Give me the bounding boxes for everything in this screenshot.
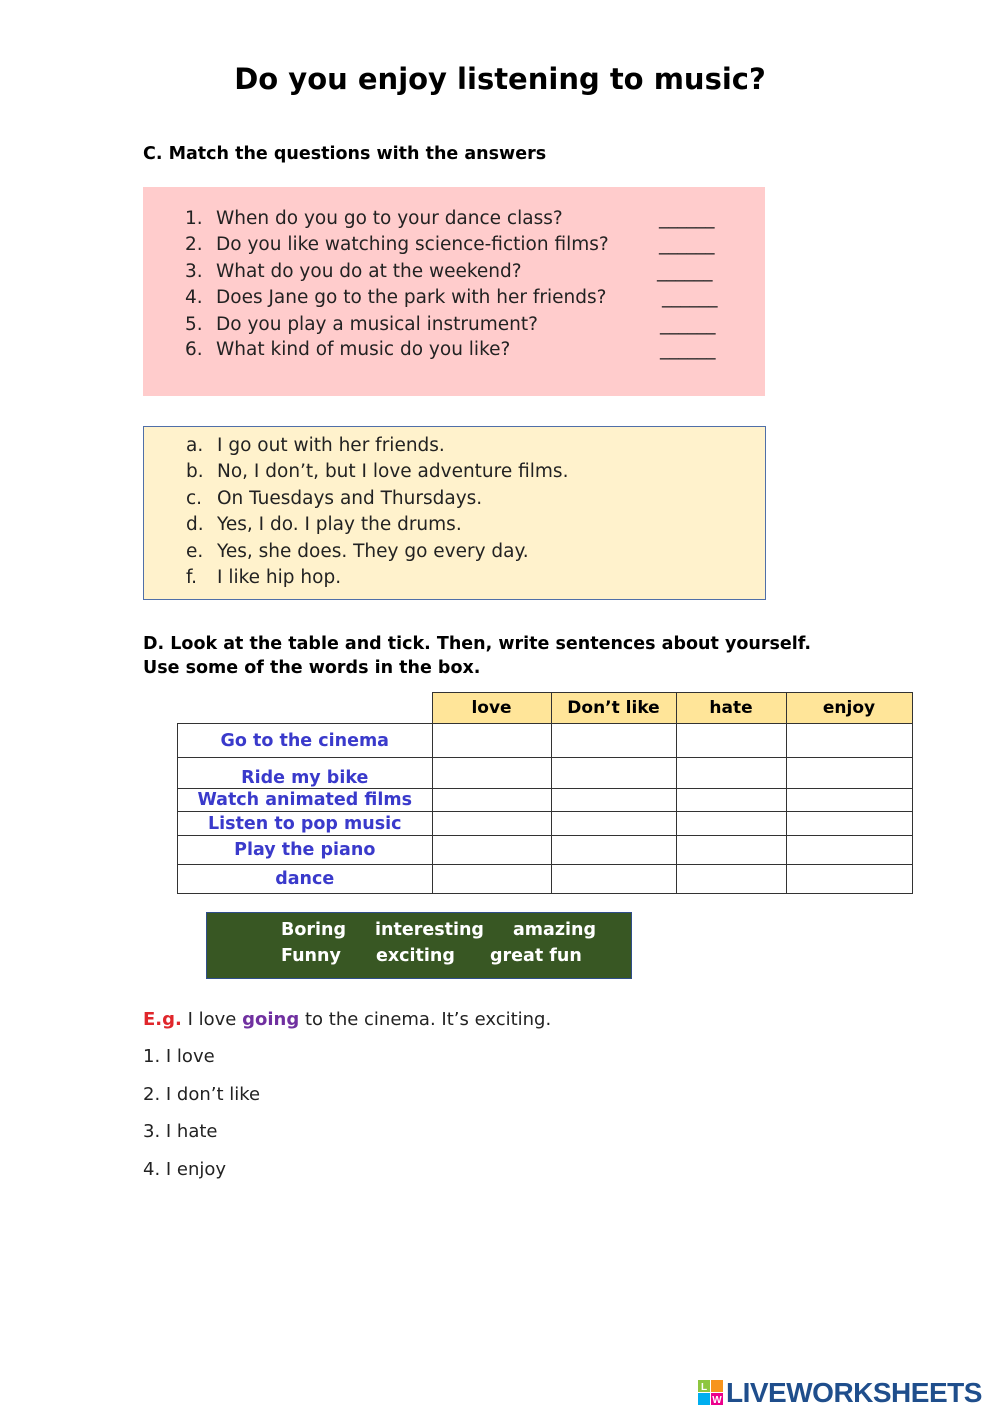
answer-item <box>186 460 568 484</box>
example-text-after: to the cinema. It’s exciting. <box>304 1009 552 1030</box>
questions-box <box>143 187 765 396</box>
logo-icon-letter: L <box>700 1382 708 1393</box>
answer-letter: e. <box>186 541 204 562</box>
example-text-before: I love <box>187 1009 237 1030</box>
answer-item <box>186 540 529 564</box>
tick-cell[interactable] <box>676 836 786 865</box>
question-text: Do you play a musical instrument? <box>216 314 538 335</box>
tick-cell[interactable] <box>551 789 676 812</box>
word-item: Boring <box>281 920 346 940</box>
question-item <box>185 338 510 362</box>
activity-label: Watch animated films <box>178 789 433 812</box>
word-row <box>281 920 596 940</box>
tick-cell[interactable] <box>786 724 912 758</box>
question-number: 1. <box>185 208 203 229</box>
page-title: Do you enjoy listening to music? <box>234 62 766 96</box>
question-number: 3. <box>185 261 203 282</box>
liveworksheets-logo-icon <box>698 1380 724 1406</box>
tick-cell[interactable] <box>676 789 786 812</box>
question-item <box>185 233 609 257</box>
answer-letter: f. <box>186 567 198 588</box>
section-d-heading-line2: Use some of the words in the box. <box>143 658 481 678</box>
answer-item <box>186 434 445 458</box>
question-item <box>185 313 538 337</box>
activity-label: Ride my bike <box>178 758 433 789</box>
tick-cell[interactable] <box>786 812 912 836</box>
tick-cell[interactable] <box>551 724 676 758</box>
column-header-dont-like: Don’t like <box>551 693 676 724</box>
tick-cell[interactable] <box>676 758 786 789</box>
example-sentence <box>143 1009 551 1030</box>
word-item: amazing <box>513 920 597 940</box>
tick-cell[interactable] <box>551 812 676 836</box>
answer-text: Yes, I do. I play the drums. <box>217 514 462 535</box>
answer-letter: a. <box>186 435 204 456</box>
answer-letter: b. <box>186 461 204 482</box>
question-text: What do you do at the weekend? <box>216 261 522 282</box>
question-number: 6. <box>185 339 203 360</box>
tick-cell[interactable] <box>676 724 786 758</box>
activity-label: Play the piano <box>178 836 433 865</box>
question-text: When do you go to your dance class? <box>216 208 563 229</box>
sentence-prompt-hate[interactable]: 3. I hate <box>143 1121 218 1142</box>
logo-text: LIVEWORKSHEETS <box>726 1377 982 1408</box>
tick-cell[interactable] <box>432 758 551 789</box>
table-row <box>178 724 913 758</box>
answer-blank[interactable]: ______ <box>660 314 716 335</box>
preference-table <box>177 692 913 894</box>
answer-blank[interactable]: ______ <box>662 287 718 308</box>
tick-cell[interactable] <box>551 865 676 894</box>
answer-text: I like hip hop. <box>217 567 342 588</box>
tick-cell[interactable] <box>432 789 551 812</box>
question-number: 4. <box>185 287 203 308</box>
table-row <box>178 758 913 789</box>
word-row <box>281 946 582 966</box>
activity-label: Go to the cinema <box>178 724 433 758</box>
question-text: What kind of music do you like? <box>216 339 511 360</box>
answer-blank[interactable]: ______ <box>659 234 715 255</box>
table-row <box>178 836 913 865</box>
tick-cell[interactable] <box>676 812 786 836</box>
question-text: Does Jane go to the park with her friends? <box>216 287 607 308</box>
tick-cell[interactable] <box>551 758 676 789</box>
example-verb: going <box>242 1009 300 1030</box>
tick-cell[interactable] <box>786 836 912 865</box>
answer-blank[interactable]: ______ <box>657 261 713 282</box>
question-number: 2. <box>185 234 203 255</box>
word-item: interesting <box>375 920 484 940</box>
column-header-hate: hate <box>676 693 786 724</box>
table-row <box>178 812 913 836</box>
activity-label: dance <box>178 865 433 894</box>
tick-cell[interactable] <box>786 758 912 789</box>
answer-blank[interactable]: ______ <box>659 208 715 229</box>
answer-text: Yes, she does. They go every day. <box>217 541 529 562</box>
liveworksheets-logo <box>698 1377 982 1409</box>
example-label: E.g. <box>143 1009 182 1030</box>
tick-cell[interactable] <box>551 836 676 865</box>
question-item <box>185 260 522 284</box>
answer-text: I go out with her friends. <box>217 435 445 456</box>
tick-cell[interactable] <box>432 724 551 758</box>
tick-cell[interactable] <box>786 789 912 812</box>
tick-cell[interactable] <box>432 836 551 865</box>
question-number: 5. <box>185 314 203 335</box>
column-header-love: love <box>432 693 551 724</box>
word-item: great fun <box>490 946 582 966</box>
table-row <box>178 865 913 894</box>
answer-letter: d. <box>186 514 204 535</box>
answer-text: On Tuesdays and Thursdays. <box>217 488 483 509</box>
tick-cell[interactable] <box>786 865 912 894</box>
section-c-heading: C. Match the questions with the answers <box>143 144 547 164</box>
sentence-prompt-dont-like[interactable]: 2. I don’t like <box>143 1084 261 1105</box>
tick-cell[interactable] <box>676 865 786 894</box>
tick-cell[interactable] <box>432 865 551 894</box>
logo-icon-letter: W <box>712 1395 722 1406</box>
sentence-prompt-enjoy[interactable]: 4. I enjoy <box>143 1159 227 1180</box>
answer-item <box>186 513 462 537</box>
answer-item <box>186 487 482 511</box>
sentence-prompt-love[interactable]: 1. I love <box>143 1046 215 1067</box>
activity-label: Listen to pop music <box>178 812 433 836</box>
table-corner <box>178 693 433 724</box>
answer-item <box>186 566 341 590</box>
answer-letter: c. <box>186 488 203 509</box>
question-item <box>185 286 606 310</box>
column-header-enjoy: enjoy <box>786 693 912 724</box>
word-item: exciting <box>376 946 455 966</box>
tick-cell[interactable] <box>432 812 551 836</box>
table-row <box>178 789 913 812</box>
word-box <box>206 912 632 979</box>
question-text: Do you like watching science-fiction films? <box>216 234 609 255</box>
answer-text: No, I don’t, but I love adventure films. <box>217 461 569 482</box>
answer-blank[interactable]: ______ <box>660 339 716 360</box>
question-item <box>185 207 563 231</box>
word-item: Funny <box>281 946 341 966</box>
answers-box <box>143 426 766 600</box>
section-d-heading-line1: D. Look at the table and tick. Then, write sentences about yourself. <box>143 634 812 654</box>
